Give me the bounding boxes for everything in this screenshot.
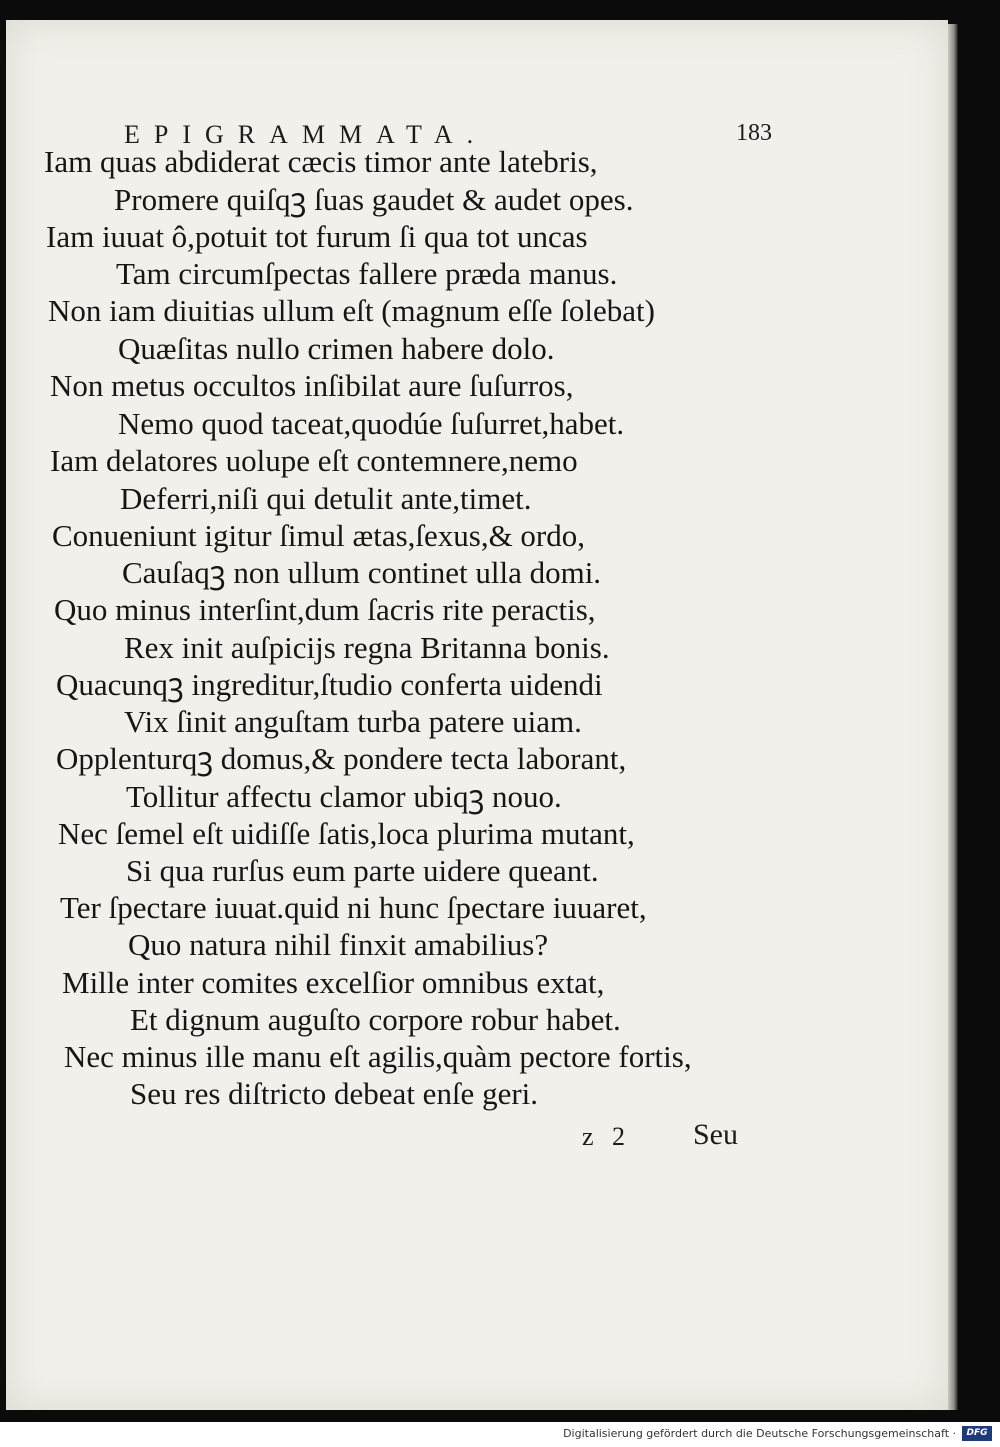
verse-line: Iam iuuat ô,potuit tot furum ſi qua tot uncas — [46, 219, 588, 254]
verse-line: Tollitur affectu clamor ubiqꝫ nouo. — [126, 779, 562, 814]
page-edge — [948, 24, 958, 1410]
verse-line: Iam delatores uolupe eſt contemnere,nemo — [50, 443, 578, 478]
page-number: 183 — [736, 120, 772, 146]
signature-mark: z 2 — [582, 1122, 632, 1151]
verse-line: Rex init auſpicijs regna Britanna bonis. — [124, 630, 610, 665]
verse-line: Cauſaqꝫ non ullum continet ulla domi. — [122, 555, 602, 590]
verse-line: Nemo quod taceat,quodúe ſuſurret,habet. — [118, 406, 625, 441]
verse-line: Ter ſpectare iuuat.quid ni hunc ſpectare iuuaret, — [60, 890, 647, 925]
verse-line: Opplenturqꝫ domus,& pondere tecta laborant, — [56, 741, 627, 776]
verse-line: Non metus occultos inſibilat aure ſuſurros, — [50, 368, 574, 403]
verse-line: Quacunqꝫ ingreditur,ſtudio conferta uidendi — [56, 667, 603, 702]
funding-credit: Digitalisierung gefördert durch die Deutsche Forschungsgemeinschaft · — [563, 1427, 956, 1440]
verse-line: Vix ſinit anguſtam turba patere uiam. — [124, 704, 582, 739]
verse-line: Conueniunt igitur ſimul ætas,ſexus,& ordo, — [52, 518, 586, 553]
verse-line: Promere quiſqꝫ ſuas gaudet & audet opes. — [114, 182, 634, 217]
catchword: Seu — [693, 1118, 738, 1151]
verse-line: Tam circumſpectas fallere præda manus. — [116, 256, 618, 291]
verse-line: Si qua rurſus eum parte uidere queant. — [126, 853, 599, 888]
verse-line: Quæſitas nullo crimen habere dolo. — [118, 331, 555, 366]
book-page — [6, 20, 948, 1410]
running-head: EPIGRAMMATA. — [124, 120, 488, 149]
verse-line: Nec ſemel eſt uidiſſe ſatis,loca plurima mutant, — [58, 816, 635, 851]
verse-line: Non iam diuitias ullum eſt (magnum eſſe ſolebat) — [48, 293, 655, 328]
verse-line: Mille inter comites excelſior omnibus extat, — [62, 965, 605, 1000]
verse-line: Quo minus interſint,dum ſacris rite peractis, — [54, 592, 596, 627]
dfg-logo-icon: DFG — [962, 1426, 992, 1441]
verse-line: Iam quas abdiderat cæcis timor ante latebris, — [44, 144, 598, 179]
verse-line: Et dignum auguſto corpore robur habet. — [130, 1002, 621, 1037]
verse-line: Seu res diſtricto debeat enſe geri. — [130, 1076, 539, 1111]
footer-bar — [0, 1422, 1000, 1447]
verse-line: Quo natura nihil finxit amabilius? — [128, 927, 549, 962]
verse-line: Deferri,niſi qui detulit ante,timet. — [120, 481, 532, 516]
verse-line: Nec minus ille manu eſt agilis,quàm pectore fortis, — [64, 1039, 692, 1074]
